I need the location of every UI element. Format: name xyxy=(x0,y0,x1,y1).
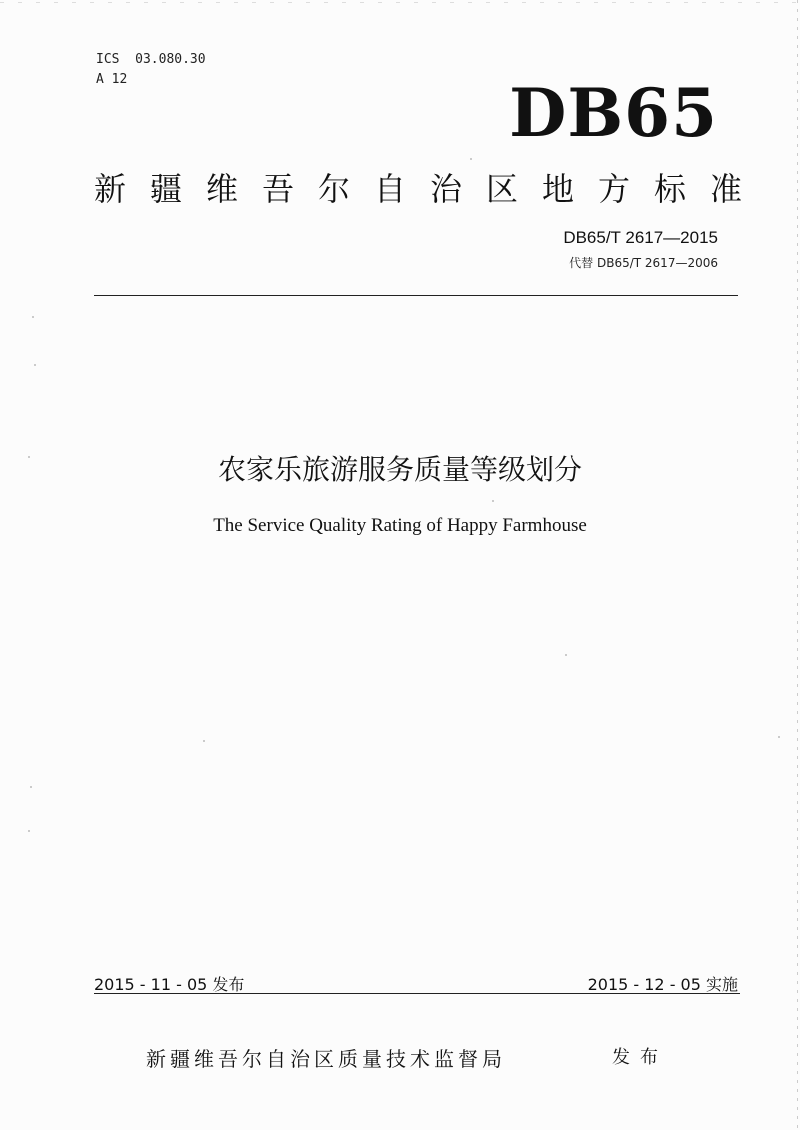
db65-logo: DB65 xyxy=(509,74,718,152)
scan-speck xyxy=(32,316,34,318)
scan-edge-top xyxy=(0,2,800,3)
scan-speck xyxy=(565,654,567,656)
scan-speck xyxy=(492,500,494,502)
scan-speck xyxy=(470,158,472,160)
issued-label: 发布 xyxy=(612,1047,668,1068)
issue-date: 2015 - 11 - 05 发布 xyxy=(94,975,245,994)
scan-speck xyxy=(30,786,32,788)
title-english: The Service Quality Rating of Happy Farmhouse xyxy=(213,515,587,536)
footer-divider xyxy=(94,993,740,994)
scan-speck xyxy=(28,830,30,832)
standard-type-heading: 新疆维吾尔自治区地方标准 xyxy=(94,170,767,208)
standard-number: DB65/T 2617—2015 xyxy=(563,228,718,247)
header-divider xyxy=(94,295,738,296)
ics-code: ICS 03.080.30 xyxy=(96,52,206,67)
implementation-date: 2015 - 12 - 05 实施 xyxy=(587,975,738,994)
scan-speck xyxy=(28,456,30,458)
scan-speck xyxy=(34,364,36,366)
scan-speck xyxy=(778,736,780,738)
scan-speck xyxy=(203,740,205,742)
title-chinese: 农家乐旅游服务质量等级划分 xyxy=(217,453,582,486)
scan-edge-right xyxy=(797,0,798,1130)
ccs-code: A 12 xyxy=(96,72,128,87)
replaces-standard: 代替 DB65/T 2617—2006 xyxy=(569,256,718,270)
issuing-authority: 新疆维吾尔自治区质量技术监督局 xyxy=(146,1047,506,1071)
classification-codes xyxy=(96,50,206,90)
